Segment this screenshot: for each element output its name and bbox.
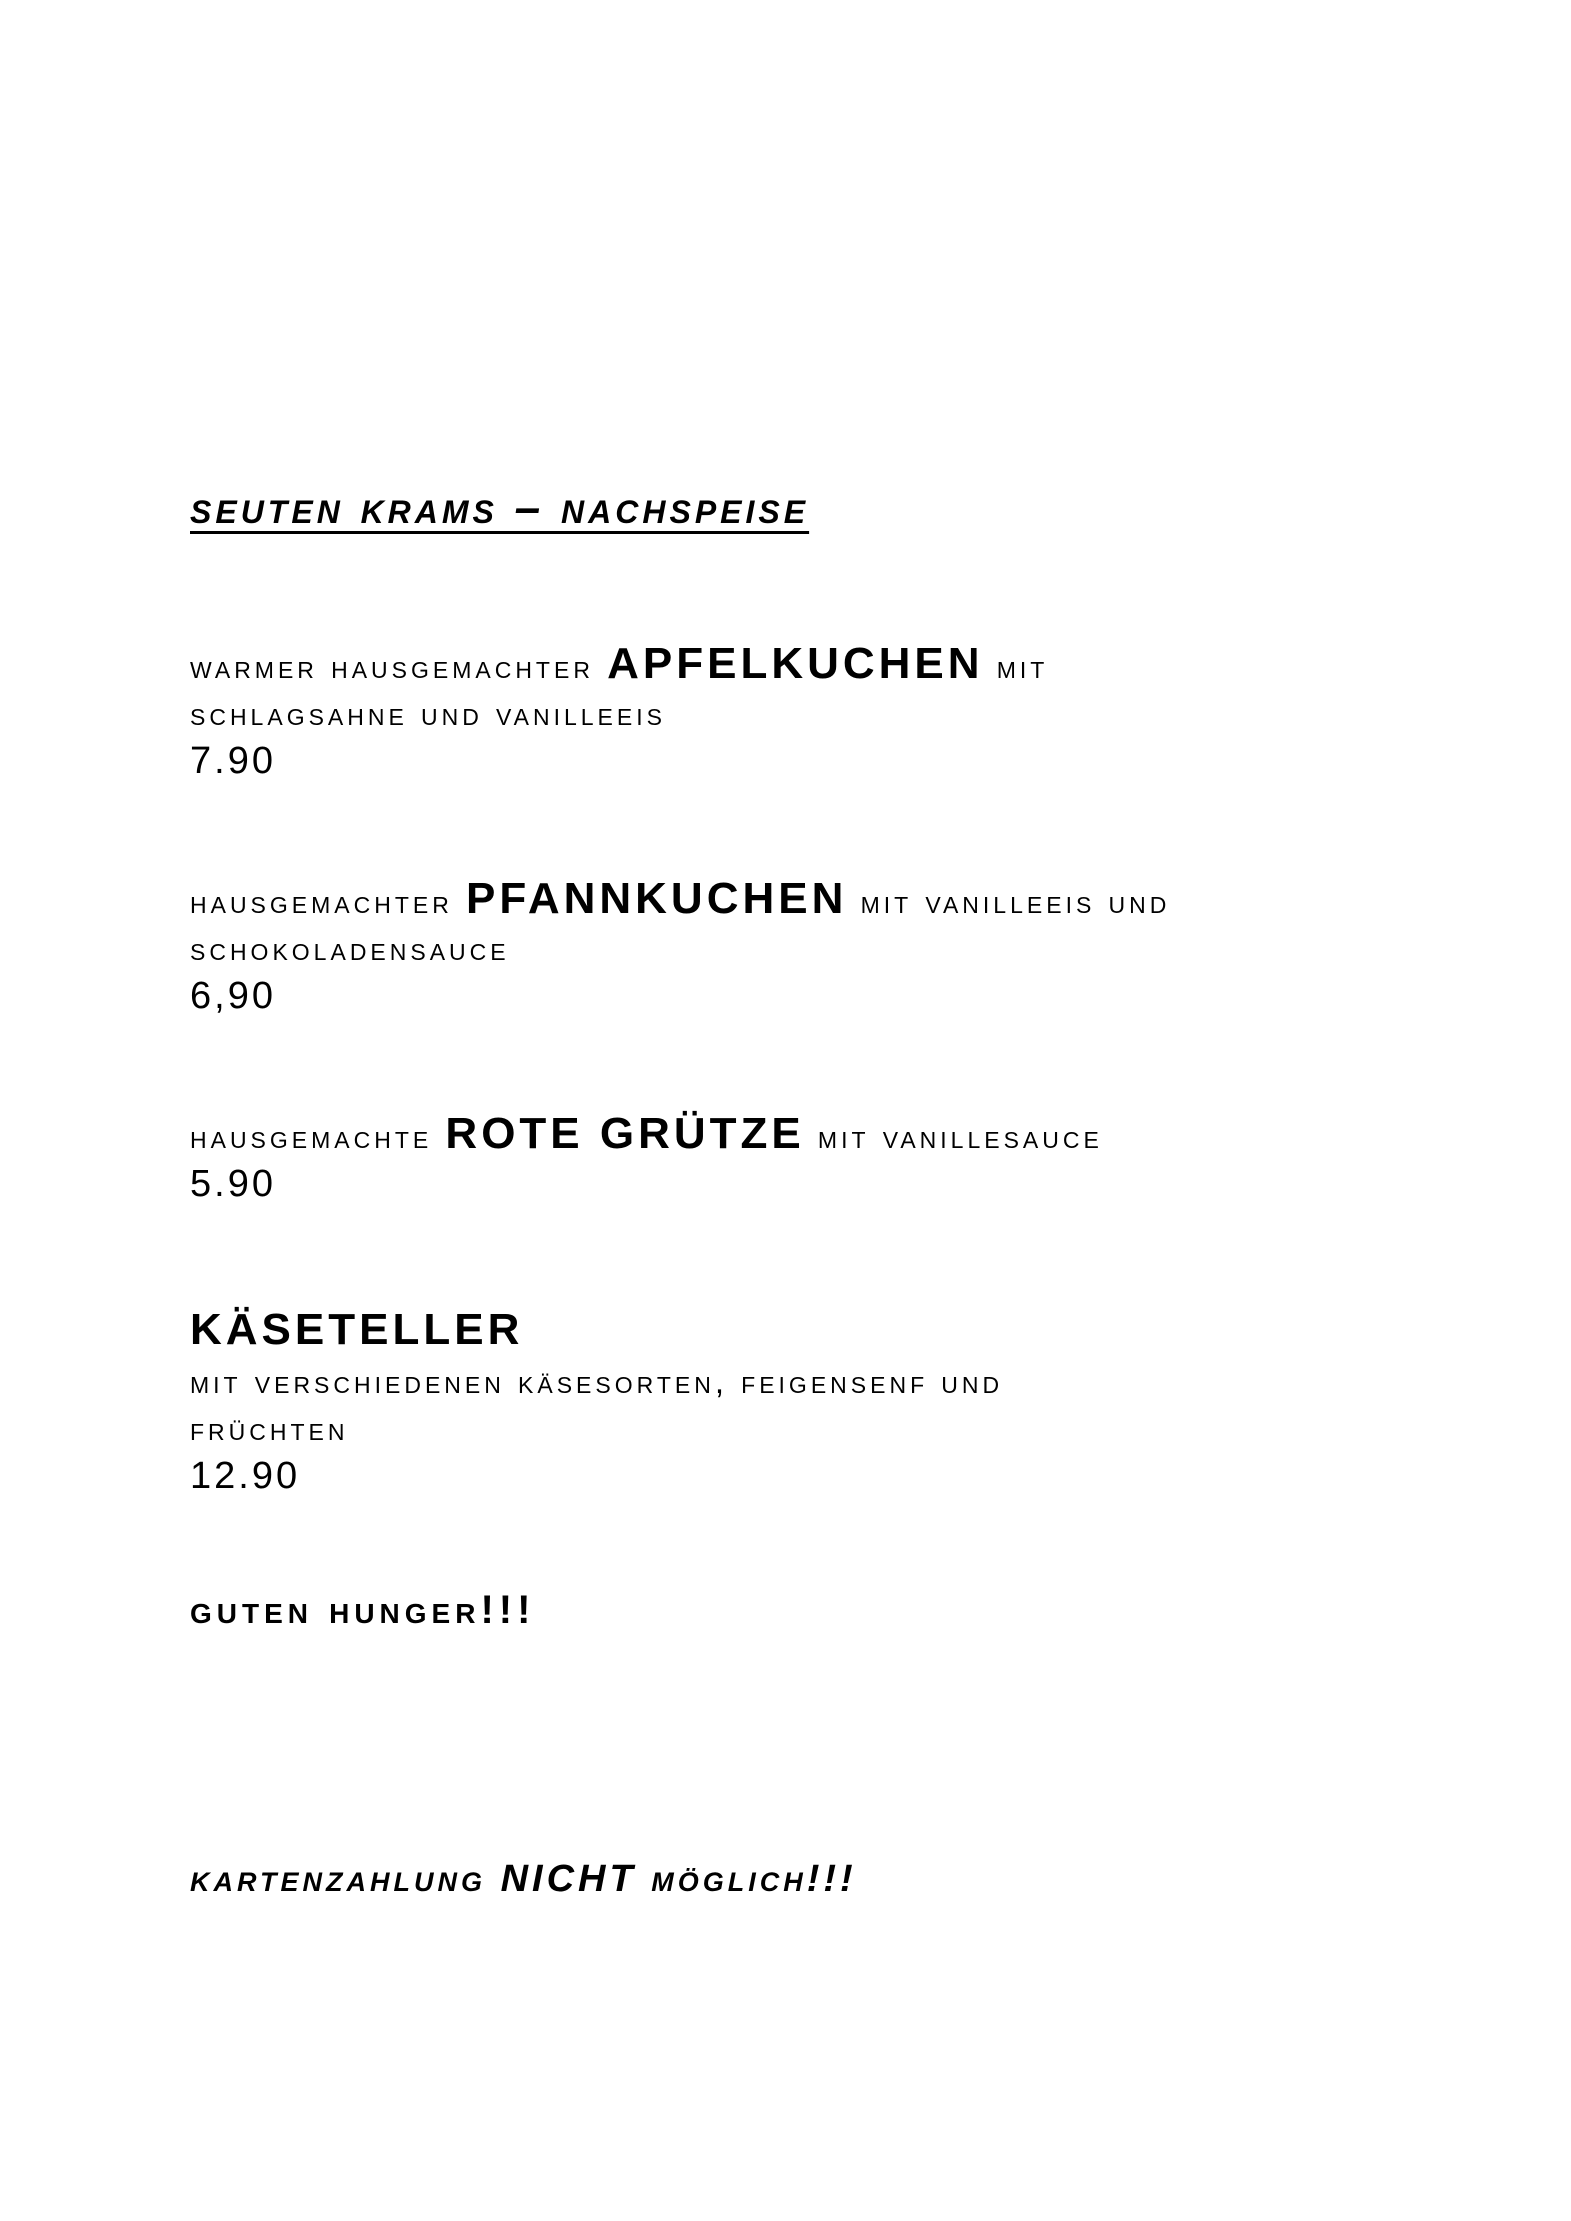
item-description-line2: schokoladensauce [190, 930, 510, 967]
menu-item-pfannkuchen [190, 875, 1430, 1020]
item-price: 6,90 [190, 975, 276, 1017]
notice-emphasis: NICHT [500, 1858, 637, 1900]
item-name: APFELKUCHEN [607, 639, 984, 688]
item-price: 7.90 [190, 740, 276, 782]
item-name: PFANNKUCHEN [466, 874, 848, 923]
menu-title: seuten krams – nachspeise [190, 481, 810, 533]
item-description-line1 [190, 1110, 1430, 1160]
item-prefix: warmer hausgemachter [190, 648, 594, 685]
item-description-line1 [190, 640, 1430, 690]
menu-item-apfelkuchen [190, 640, 1430, 785]
item-price: 5.90 [190, 1163, 276, 1205]
item-suffix: mit vanilleeis und [860, 883, 1171, 920]
item-description-line2: früchten [190, 1410, 349, 1447]
menu-item-kaeseteller [190, 1302, 1430, 1500]
item-prefix: hausgemachte [190, 1118, 433, 1155]
item-name: ROTE GRÜTZE [445, 1109, 805, 1158]
item-suffix: mit vanillesauce [817, 1118, 1103, 1155]
item-suffix: mit [996, 648, 1049, 685]
item-prefix: hausgemachter [190, 883, 453, 920]
closing-greeting: guten hunger!!! [190, 1588, 536, 1632]
item-name: KÄSETELLER [190, 1305, 524, 1354]
item-price: 12.90 [190, 1455, 301, 1497]
item-description-line1 [190, 875, 1430, 925]
item-description-line1: mit verschiedenen käsesorten, feigensenf und [190, 1363, 1004, 1400]
notice-before: kartenzahlung [190, 1858, 486, 1900]
notice-after: möglich!!! [651, 1858, 857, 1900]
item-description-line2: schlagsahne und vanilleeis [190, 695, 666, 732]
payment-notice [190, 1858, 857, 1901]
menu-item-rote-gruetze [190, 1110, 1430, 1208]
